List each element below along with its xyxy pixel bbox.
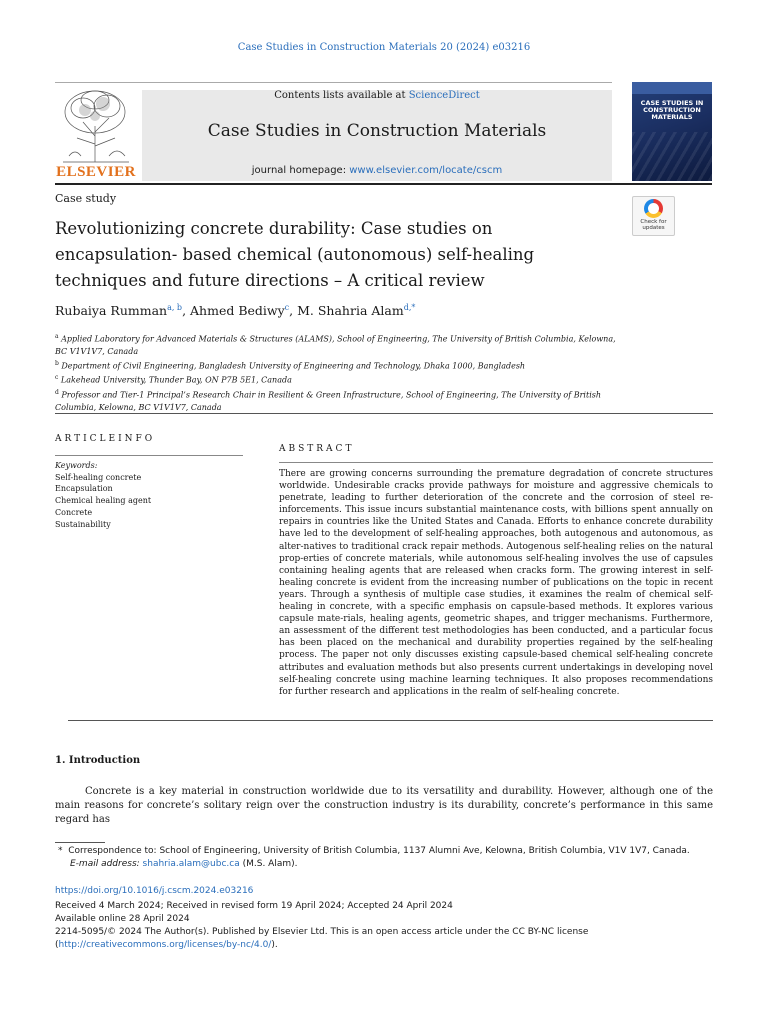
affiliations xyxy=(55,331,625,414)
abstract-rule xyxy=(279,462,713,463)
article-info-heading: ARTICLEINFO xyxy=(55,434,156,444)
article-dates xyxy=(55,900,453,926)
keyword-item: Sustainability xyxy=(55,519,111,529)
homepage-line xyxy=(142,165,612,176)
correspondence-text: Correspondence to: School of Engineering, University of British Columbia, 1137 Alumni Ave, Kelowna, British Columbia, V1V 1V7, Canada. xyxy=(68,846,690,856)
affiliation-item xyxy=(55,387,625,414)
abstract-body: There are growing concerns surrounding the premature degradation of concrete structures worldwide. Undesirable cracks provide pathways for moisture and aggressive chemicals to penetrate, leading to further deterioration of the concrete and the corrosion of steel re-inforcements. This issue incurs substantial maintenance costs, with billions spent annually on repairs in countries like the United States and Canada. Efforts to enhance concrete durability have led to the development of self-healing approaches, both autogenous and autonomous, as alter-natives to traditional crack repair methods. Autogenous self-healing relies on the natural prop-erties of concrete materials, while autonomous self-healing involves the use of capsules containing healing agents that are released when cracks form. The growing interest in self-healing concrete is evident from the increasing number of publications on the topic in recent years. Through a synthesis of multiple case studies, it examines the realm of chemical self-healing in concrete, with a specific emphasis on capsule-based methods. It explores various capsule mate-rials, healing agents, geometric shapes, and trigger mechanisms. Furthermore, an assessment of the different test methodologies has been conducted, and a particular focus has been placed on the mechanical and durability properties regained by the self-healing process. The paper not only discusses existing capsule-based chemical self-healing concrete attributes and evaluation methods but also presents current undertakings in developing novel self-healing concrete using machine learning techniques. It also proposes recommendations for further research and applications in the realm of self-healing concrete. xyxy=(279,469,713,697)
keyword-item: Concrete xyxy=(55,507,93,517)
license-link[interactable]: http://creativecommons.org/licenses/by-nc/4.0/ xyxy=(58,940,272,950)
keyword-item: Encapsulation xyxy=(55,484,113,494)
correspondence-line xyxy=(58,845,718,858)
check-for-updates-button[interactable] xyxy=(632,196,675,236)
running-head[interactable]: Case Studies in Construction Materials 20 (2024) e03216 xyxy=(237,42,531,53)
affiliation-item xyxy=(55,372,625,387)
abstract-bottom-rule xyxy=(68,720,713,721)
footnote-marker: * xyxy=(58,846,63,856)
email-label: E-mail address: xyxy=(70,859,140,869)
email-suffix: (M.S. Alam). xyxy=(242,859,298,869)
doi-link[interactable]: https://doi.org/10.1016/j.cscm.2024.e03216 xyxy=(55,886,254,896)
available-online-date: Available online 28 April 2024 xyxy=(55,914,190,924)
section-heading-introduction: 1. Introduction xyxy=(55,755,141,766)
author-name[interactable]: Rubaiya Rumman xyxy=(55,303,168,319)
author-name[interactable]: M. Shahria Alam xyxy=(297,303,404,319)
email-link[interactable]: shahria.alam@ubc.ca xyxy=(142,859,240,869)
copyright-text: 2214-5095/© 2024 The Author(s). Published by Elsevier Ltd. This is an open access article under the CC BY-NC license ( xyxy=(55,927,589,950)
article-title: Revolutionizing concrete durability: Case studies on encapsulation- based chemical (autonomous) self-healing techniques and future directions – A critical review xyxy=(55,219,535,290)
footnote-rule xyxy=(55,842,105,843)
copyright-suffix: ). xyxy=(271,940,278,950)
copyright-notice xyxy=(55,926,687,952)
received-dates: Received 4 March 2024; Received in revised form 19 April 2024; Accepted 24 April 2024 xyxy=(55,901,453,911)
journal-masthead xyxy=(142,90,612,181)
header-divider xyxy=(55,413,713,414)
author-list xyxy=(55,303,415,318)
keywords-label: Keywords: xyxy=(55,461,98,470)
introduction-paragraph: Concrete is a key material in construction worldwide due to its versatility and durability. However, although one of the main reasons for concrete’s solitary reign over the construction industry is its durability, concrete’s performance in this same regard has xyxy=(55,786,713,825)
author-separator: , xyxy=(182,303,191,319)
elsevier-logo[interactable] xyxy=(55,86,137,182)
article-type: Case study xyxy=(55,192,117,205)
check-for-updates-label: Check for updates xyxy=(640,219,667,231)
author-affiliation-marker[interactable]: d,* xyxy=(403,303,416,312)
crossmark-icon xyxy=(644,199,663,218)
keywords-block xyxy=(55,460,151,530)
affiliation-label: d xyxy=(55,388,59,396)
affiliation-label: b xyxy=(55,359,59,367)
keyword-item: Self-healing concrete xyxy=(55,472,142,482)
contents-line xyxy=(142,90,612,101)
affiliation-item xyxy=(55,331,625,358)
affiliation-text: Applied Laboratory for Advanced Materials & Structures (ALAMS), School of Engineering, The University of British Columbia, Kelowna, BC V1V1V7, Canada xyxy=(55,334,616,356)
correspondence-footnote xyxy=(58,845,718,871)
author-separator: , xyxy=(289,303,298,319)
author-affiliation-marker[interactable]: a, b xyxy=(167,303,183,312)
author-affiliation-marker[interactable]: c xyxy=(284,303,290,312)
elsevier-wordmark: ELSEVIER xyxy=(56,164,136,180)
masthead-top-rule xyxy=(55,82,612,83)
homepage-link[interactable]: www.elsevier.com/locate/cscm xyxy=(349,165,503,176)
affiliation-text: Professor and Tier-1 Principal’s Research Chair in Resilient & Green Infrastructure, School of Engineering, The University of British Columbia, Kelowna, BC V1V1V7, Canada xyxy=(55,390,602,412)
elsevier-tree-icon xyxy=(55,86,137,164)
cover-title: CASE STUDIES IN CONSTRUCTION MATERIALS xyxy=(640,99,704,121)
affiliation-label: a xyxy=(55,333,59,340)
sciencedirect-link[interactable]: ScienceDirect xyxy=(408,90,480,101)
keyword-item: Chemical healing agent xyxy=(55,496,152,506)
affiliation-label: c xyxy=(55,374,59,382)
journal-name: Case Studies in Construction Materials xyxy=(207,121,547,141)
contents-prefix: Contents lists available at xyxy=(274,90,409,101)
abstract-heading: ABSTRACT xyxy=(279,444,355,454)
article-info-rule xyxy=(55,455,243,456)
homepage-prefix: journal homepage: xyxy=(251,165,350,176)
crossmark-icon-center xyxy=(648,203,659,214)
cover-strip xyxy=(632,82,712,94)
affiliation-text: Department of Civil Engineering, Bangladesh University of Engineering and Technology, Dhaka 1000, Bangladesh xyxy=(61,361,526,371)
cover-pattern xyxy=(632,132,712,181)
journal-cover-image[interactable] xyxy=(632,82,712,181)
affiliation-text: Lakehead University, Thunder Bay, ON P7B 5E1, Canada xyxy=(60,375,292,385)
author-name[interactable]: Ahmed Bediwy xyxy=(190,303,285,319)
email-line xyxy=(58,858,718,871)
affiliation-item xyxy=(55,358,625,373)
masthead-bottom-rule xyxy=(55,183,712,185)
